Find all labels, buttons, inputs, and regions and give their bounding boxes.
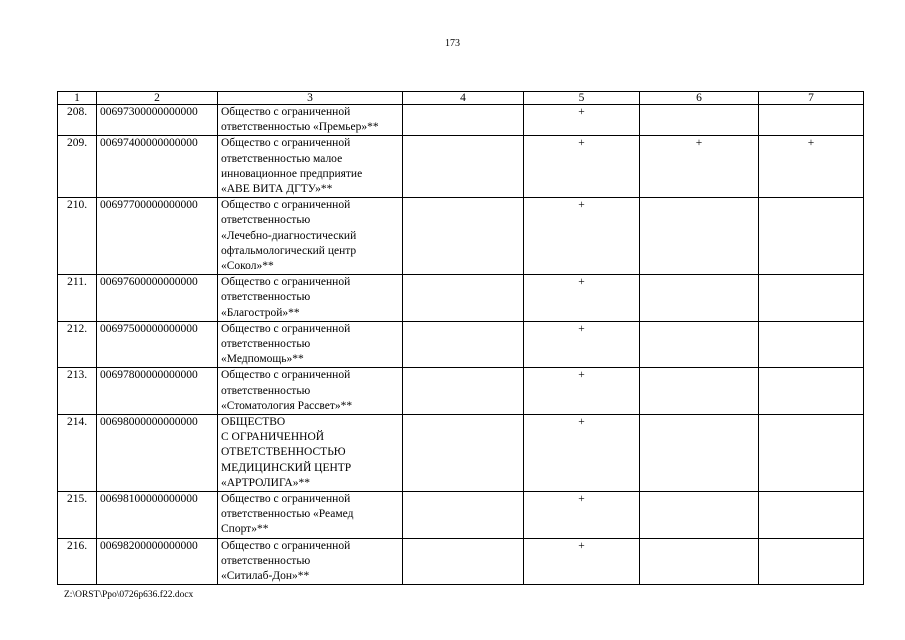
- code-cell: 00698100000000000: [97, 492, 218, 539]
- column-4-cell: [403, 368, 524, 415]
- column-6-cell: +: [640, 136, 759, 198]
- column-6-cell: [640, 538, 759, 585]
- code-cell: 00698200000000000: [97, 538, 218, 585]
- column-5-cell: +: [524, 105, 640, 136]
- column-4-cell: [403, 275, 524, 322]
- organization-name-cell: Общество с ограниченной ответственностью «Медпомощь»**: [218, 321, 403, 368]
- row-number-cell: 216.: [58, 538, 97, 585]
- column-4-cell: [403, 136, 524, 198]
- column-7-cell: [759, 321, 864, 368]
- file-path-footer: Z:\ORST\Ppo\0726p636.f22.docx: [64, 590, 194, 600]
- code-cell: 00697700000000000: [97, 198, 218, 275]
- column-5-cell: +: [524, 275, 640, 322]
- column-5-cell: +: [524, 321, 640, 368]
- organization-name-cell: ОБЩЕСТВО С ОГРАНИЧЕННОЙ ОТВЕТСТВЕННОСТЬЮ МЕДИЦИНСКИЙ ЦЕНТР «АРТРОЛИГА»**: [218, 415, 403, 492]
- row-number-cell: 210.: [58, 198, 97, 275]
- column-5-cell: +: [524, 492, 640, 539]
- column-header: 3: [218, 92, 403, 105]
- column-5-cell: +: [524, 198, 640, 275]
- column-header: 1: [58, 92, 97, 105]
- page-number: 173: [445, 38, 460, 49]
- column-6-cell: [640, 492, 759, 539]
- table-row: [58, 275, 864, 322]
- organization-name-cell: Общество с ограниченной ответственностью «Лечебно-диагностический офтальмологический центр «Сокол»**: [218, 198, 403, 275]
- column-6-cell: [640, 368, 759, 415]
- organization-name-cell: Общество с ограниченной ответственностью «Благострой»**: [218, 275, 403, 322]
- row-number-cell: 209.: [58, 136, 97, 198]
- column-4-cell: [403, 492, 524, 539]
- column-header: 7: [759, 92, 864, 105]
- column-7-cell: +: [759, 136, 864, 198]
- table-row: [58, 198, 864, 275]
- organization-name-cell: Общество с ограниченной ответственностью малое инновационное предприятие «АВЕ ВИТА ДГТУ»**: [218, 136, 403, 198]
- code-cell: 00697800000000000: [97, 368, 218, 415]
- column-5-cell: +: [524, 538, 640, 585]
- table-row: [58, 492, 864, 539]
- row-number-cell: 212.: [58, 321, 97, 368]
- column-5-cell: +: [524, 136, 640, 198]
- table-row: [58, 368, 864, 415]
- column-4-cell: [403, 538, 524, 585]
- column-7-cell: [759, 198, 864, 275]
- column-header: 5: [524, 92, 640, 105]
- column-header: 2: [97, 92, 218, 105]
- column-7-cell: [759, 415, 864, 492]
- table-row: [58, 415, 864, 492]
- column-7-cell: [759, 492, 864, 539]
- column-7-cell: [759, 368, 864, 415]
- table-row: [58, 105, 864, 136]
- code-cell: 00697300000000000: [97, 105, 218, 136]
- table-row: [58, 321, 864, 368]
- column-header: 6: [640, 92, 759, 105]
- column-6-cell: [640, 198, 759, 275]
- code-cell: 00697500000000000: [97, 321, 218, 368]
- code-cell: 00697400000000000: [97, 136, 218, 198]
- column-5-cell: +: [524, 368, 640, 415]
- row-number-cell: 211.: [58, 275, 97, 322]
- column-6-cell: [640, 105, 759, 136]
- column-6-cell: [640, 321, 759, 368]
- column-4-cell: [403, 105, 524, 136]
- column-header: 4: [403, 92, 524, 105]
- code-cell: 00697600000000000: [97, 275, 218, 322]
- column-7-cell: [759, 538, 864, 585]
- table-row: [58, 136, 864, 198]
- row-number-cell: 208.: [58, 105, 97, 136]
- column-6-cell: [640, 275, 759, 322]
- column-7-cell: [759, 275, 864, 322]
- row-number-cell: 214.: [58, 415, 97, 492]
- column-7-cell: [759, 105, 864, 136]
- registry-table: [57, 91, 864, 585]
- organization-name-cell: Общество с ограниченной ответственностью «Реамед Спорт»**: [218, 492, 403, 539]
- column-4-cell: [403, 198, 524, 275]
- column-4-cell: [403, 415, 524, 492]
- organization-name-cell: Общество с ограниченной ответственностью «Ситилаб-Дон»**: [218, 538, 403, 585]
- table-row: [58, 538, 864, 585]
- table-header-row: [58, 92, 864, 105]
- column-5-cell: +: [524, 415, 640, 492]
- row-number-cell: 213.: [58, 368, 97, 415]
- column-6-cell: [640, 415, 759, 492]
- organization-name-cell: Общество с ограниченной ответственностью «Стоматология Рассвет»**: [218, 368, 403, 415]
- code-cell: 00698000000000000: [97, 415, 218, 492]
- row-number-cell: 215.: [58, 492, 97, 539]
- organization-name-cell: Общество с ограниченной ответственностью «Премьер»**: [218, 105, 403, 136]
- column-4-cell: [403, 321, 524, 368]
